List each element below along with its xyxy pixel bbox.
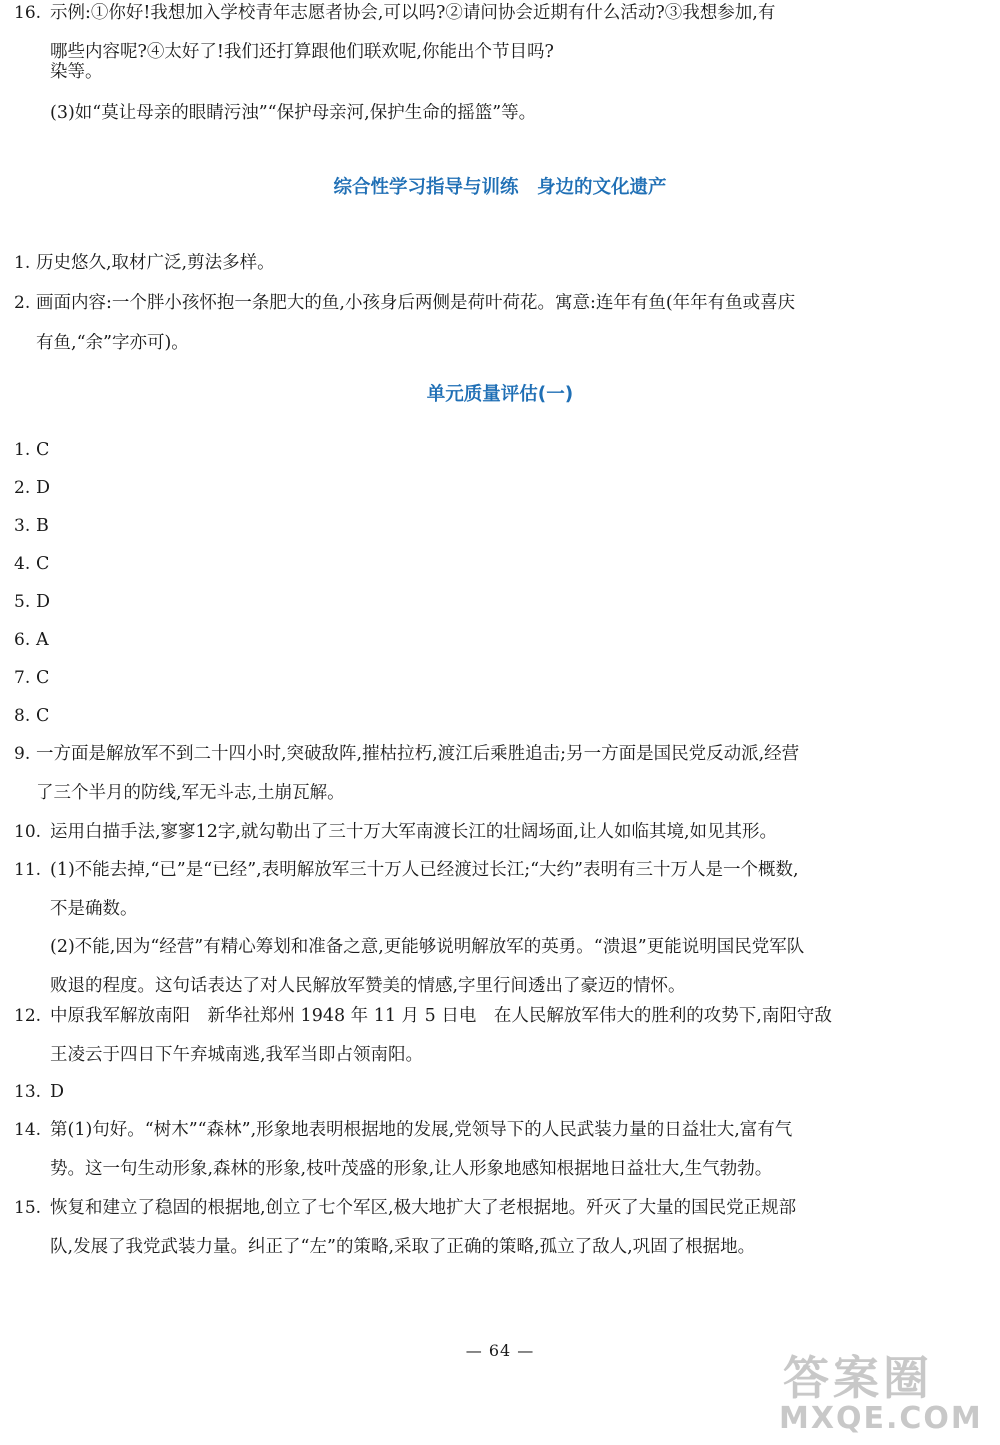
answer-text-line: 历史悠久,取材广泛,剪法多样。 [36, 253, 275, 273]
answer-number: 3. [14, 516, 31, 536]
answer-number: 13. [14, 1082, 42, 1102]
answer-text-line: 不是确数。 [50, 898, 138, 919]
answer-number: 8. [14, 706, 31, 726]
answer-text-line: 运用白描手法,寥寥12字,就勾勒出了三十万大军南渡长江的壮阔场面,让人如临其境,如见其形。 [50, 822, 778, 842]
section-heading-unit-assessment: 单元质量评估(一) [426, 384, 574, 405]
answer-text-line: 中原我军解放南阳 新华社郑州 1948 年 11 月 5 日电 在人民解放军伟大的胜利的攻势下,南阳守敌 [50, 1006, 832, 1026]
watermark-logo [765, 1352, 990, 1440]
answer-text-line: 败退的程度。这句话表达了对人民解放军赞美的情感,字里行间透出了豪迈的情怀。 [50, 975, 686, 996]
answer-text-line: D [36, 478, 51, 498]
answer-text-line: D [36, 592, 51, 612]
answer-text-line: A [36, 630, 49, 650]
answer-number: 6. [14, 630, 31, 650]
page-number: — 64 — [465, 1341, 535, 1360]
watermark-text: 答案圈 [783, 1351, 933, 1405]
intro-line-2: (3)如“莫让母亲的眼睛污浊”“保护母亲河,保护生命的摇篮”等。 [50, 103, 537, 123]
answer-text-line: 势。这一句生动形象,森林的形象,枝叶茂盛的形象,让人形象地感知根据地日益壮大,生气勃勃。 [50, 1158, 773, 1179]
answer-number: 1. [14, 440, 31, 460]
answer-text-line: 王凌云于四日下午弃城南逃,我军当即占领南阳。 [50, 1044, 424, 1065]
answer-number: 7. [14, 668, 31, 688]
answer-text-line: B [36, 516, 49, 536]
answer-text-line: 哪些内容呢?④太好了!我们还打算跟他们联欢呢,你能出个节目吗? [50, 41, 554, 62]
answer-number: 9. [14, 744, 31, 764]
answer-text-line: (1)不能去掉,“已”是“已经”,表明解放军三十万人已经渡过长江;“大约”表明有三十万人是一个概数, [50, 860, 799, 880]
answer-number: 4. [14, 554, 31, 574]
answer-text-line: 了三个半月的防线,军无斗志,土崩瓦解。 [36, 782, 345, 803]
answer-number: 11. [14, 860, 42, 880]
answer-number: 15. [14, 1198, 42, 1218]
answer-text-line: 恢复和建立了稳固的根据地,创立了七个军区,极大地扩大了老根据地。歼灭了大量的国民党正规部 [50, 1198, 797, 1218]
answer-text-line: 画面内容:一个胖小孩怀抱一条肥大的鱼,小孩身后两侧是荷叶荷花。寓意:连年有鱼(年年有鱼或喜庆 [36, 293, 796, 313]
answer-text-line: C [36, 440, 50, 460]
answer-text-line: 第(1)句好。“树木”“森林”,形象地表明根据地的发展,党领导下的人民武装力量的日益壮大,富有气 [50, 1120, 793, 1140]
answer-text-line: 示例:①你好!我想加入学校青年志愿者协会,可以吗?②请问协会近期有什么活动?③我想参加,有 [50, 3, 776, 23]
answer-number: 5. [14, 592, 31, 612]
answer-text-line: 有鱼,“余”字亦可)。 [36, 333, 189, 353]
answer-number: 1. [14, 253, 31, 273]
answer-number: 12. [14, 1006, 42, 1026]
watermark-url: MXQE.COM [779, 1401, 983, 1436]
answer-text-line: C [36, 668, 50, 688]
answer-text-line: (2)不能,因为“经营”有精心筹划和准备之意,更能够说明解放军的英勇。“溃退”更能说明国民党军队 [50, 937, 805, 957]
answer-text-line: 队,发展了我党武装力量。纠正了“左”的策略,采取了正确的策略,孤立了敌人,巩固了根据地。 [50, 1236, 756, 1257]
answer-number: 16. [14, 3, 42, 23]
answer-number: 14. [14, 1120, 42, 1140]
answer-number: 2. [14, 478, 31, 498]
answer-number: 10. [14, 822, 42, 842]
answer-text-line: 一方面是解放军不到二十四小时,突破敌阵,摧枯拉朽,渡江后乘胜追击;另一方面是国民党反动派,经营 [36, 744, 800, 764]
answer-text-line: C [36, 706, 50, 726]
answer-number: 2. [14, 293, 31, 313]
section-heading-cultural-heritage: 综合性学习指导与训练 身边的文化遗产 [333, 177, 667, 198]
answer-text-line: D [50, 1082, 65, 1102]
intro-line-1: 染等。 [50, 62, 103, 82]
answer-text-line: C [36, 554, 50, 574]
